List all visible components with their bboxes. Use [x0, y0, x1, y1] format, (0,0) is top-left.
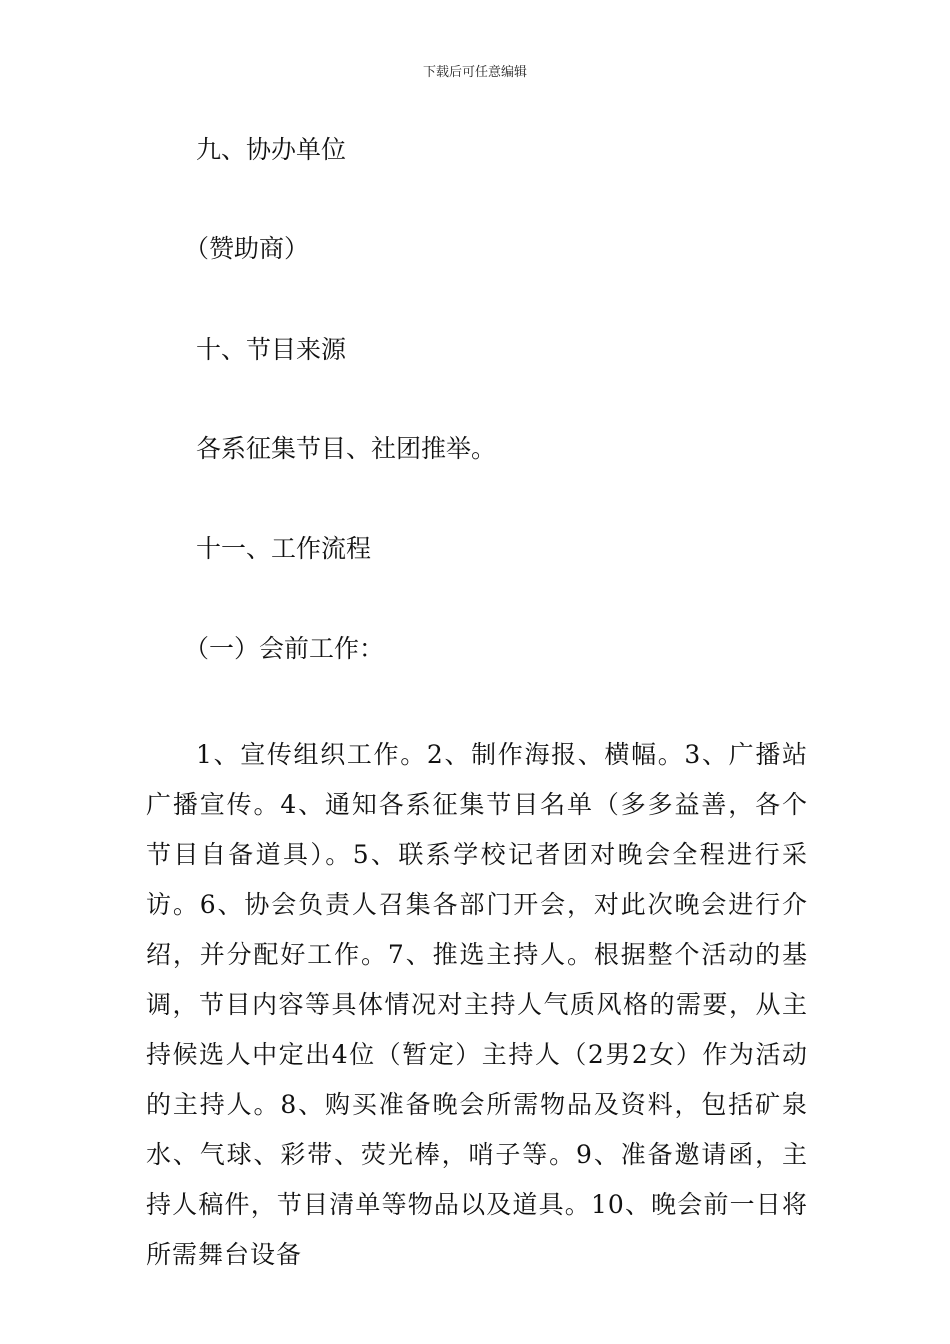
section-9-body: （赞助商） [184, 234, 310, 263]
workflow-paragraph: 1、宣传组织工作。2、制作海报、横幅。3、广播站广播宣传。4、通知各系征集节目名单（多多益善，各个节目自备道具）。5、联系学校记者团对晚会全程进行采访。6、协会负责人召集各部门开会，对此次晚会进行介绍，并分配好工作。7、推选主持人。根据整个活动的基调，节目内容等具体情况对主持人气质风格的需要，从主持候选人中定出4位（暂定）主持人（2男2女）作为活动的主持人。8、购买准备晚会所需物品及资料，包括矿泉水、气球、彩带、荧光棒，哨子等。9、准备邀请函，主持人稿件，节目清单等物品以及道具。10、晚会前一日将所需舞台设备 [146, 740, 808, 1269]
section-11-title: 十一、工作流程 [196, 534, 372, 563]
section-10-body: 各系征集节目、社团推举。 [196, 434, 497, 463]
section-9-title: 九、协办单位 [196, 135, 347, 164]
section-11-subtitle: （一）会前工作： [184, 634, 385, 663]
page-header-note: 下载后可任意编辑 [422, 65, 527, 80]
section-10-title: 十、节目来源 [196, 335, 347, 364]
